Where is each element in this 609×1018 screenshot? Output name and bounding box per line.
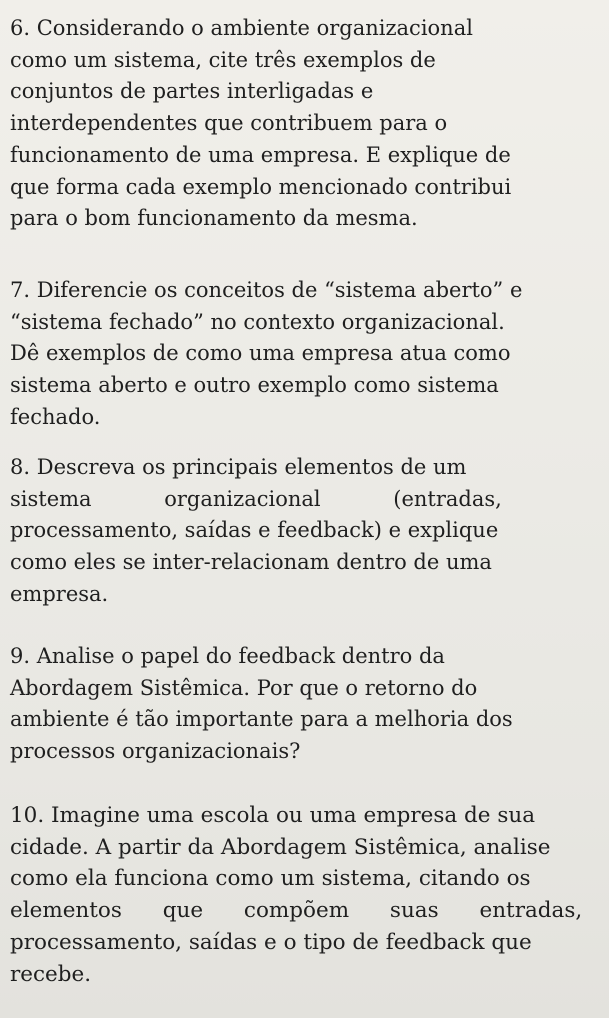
- question-9-line-3: ambiente é tão importante para a melhoria dos: [10, 707, 513, 732]
- question-10-line-4: elementos que compõem suas entradas,: [10, 898, 583, 924]
- question-6-line-7: para o bom funcionamento da mesma.: [10, 206, 418, 231]
- question-number: 8.: [10, 455, 31, 479]
- question-7-line-1: 7. Diferencie os conceitos de “sistema aberto” e: [10, 278, 523, 302]
- question-6-line-1: 6. Considerando o ambiente organizacional: [10, 16, 473, 40]
- question-10: [10, 800, 595, 990]
- question-6-line-5: funcionamento de uma empresa. E explique de: [10, 142, 511, 167]
- question-10-line-2: cidade. A partir da Abordagem Sistêmica, analise: [10, 834, 551, 860]
- question-9-line-4: processos organizacionais?: [10, 739, 301, 764]
- question-7-line-4: sistema aberto e outro exemplo como sistema: [10, 373, 499, 398]
- question-9: [10, 641, 595, 768]
- question-10-line-5: processamento, saídas e o tipo de feedback que: [10, 929, 532, 955]
- question-6-line-2: como um sistema, cite três exemplos de: [10, 47, 436, 72]
- question-number: 7.: [10, 278, 31, 302]
- question-9-line-1: 9. Analise o papel do feedback dentro da: [10, 644, 445, 668]
- question-6: [10, 13, 595, 235]
- question-8-line-3: processamento, saídas e feedback) e explique: [10, 518, 499, 543]
- question-6-line-4: interdependentes que contribuem para o: [10, 111, 448, 136]
- question-10-line-1: 10. Imagine uma escola ou uma empresa de sua: [10, 803, 536, 828]
- question-8-line-1: 8. Descreva os principais elementos de um: [10, 455, 467, 479]
- question-7-line-3: Dê exemplos de como uma empresa atua como: [10, 341, 511, 366]
- question-6-line-3: conjuntos de partes interligadas e: [10, 79, 374, 104]
- question-7-line-5: fechado.: [10, 404, 101, 429]
- question-number: 6.: [10, 16, 31, 40]
- question-9-line-2: Abordagem Sistêmica. Por que o retorno do: [10, 675, 478, 700]
- question-number: 9.: [10, 644, 31, 668]
- question-8-line-5: empresa.: [10, 581, 109, 606]
- question-7: [10, 275, 595, 434]
- question-10-line-6: recebe.: [10, 961, 92, 987]
- question-7-line-2: “sistema fechado” no contexto organizacional.: [10, 309, 505, 334]
- question-number: 10.: [10, 803, 45, 828]
- question-8-line-2: sistema organizacional (entradas,: [10, 486, 502, 511]
- question-8-line-4: como eles se inter-relacionam dentro de uma: [10, 550, 492, 575]
- question-8: [10, 452, 595, 611]
- question-10-line-3: como ela funciona como um sistema, citando os: [10, 866, 531, 892]
- question-6-line-6: que forma cada exemplo mencionado contribui: [10, 174, 512, 199]
